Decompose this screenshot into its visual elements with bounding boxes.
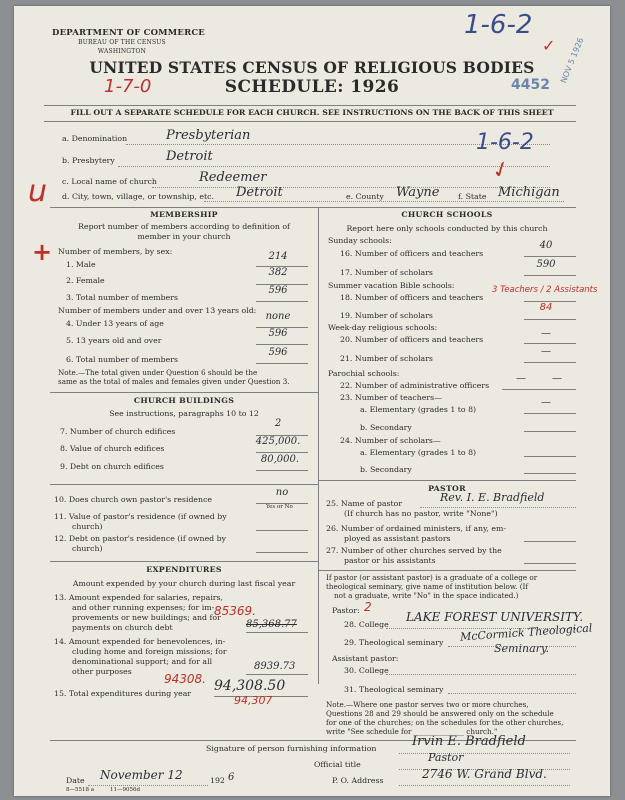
q21-label: 21. Number of scholars [340,354,433,363]
q23-label: 23. Number of teachers— [340,393,442,402]
date-label: Date [66,776,85,785]
answer-line [246,632,308,633]
q27-label-cont: pastor or his assistants [344,556,436,565]
q5-label: 5. 13 years old and over [66,336,162,345]
rule [44,105,576,106]
answer-line [256,452,308,453]
q19-label: 19. Number of scholars [340,311,433,320]
answer-line [256,552,308,553]
red-check-mark: ✓ [488,155,515,186]
city-label: d. City, town, village, or township, etc. [62,192,214,201]
membership-note-1: Note.—The total given under Question 6 should be the [58,368,258,377]
graduate-note-3: not a graduate, write "No" in the space indicated.) [334,591,519,600]
date-value: November 12 [100,768,183,782]
q2-value: 382 [268,267,288,278]
graduate-note-1: If pastor (or assistant pastor) is a graduate of a college or [326,573,538,582]
q16-label: 16. Number of officers and teachers [340,249,484,258]
q9-label: 9. Debt on church edifices [60,462,164,471]
q15-value: 94,308.50 [214,678,286,694]
q24b-label: b. Secondary [360,465,412,474]
expenditures-subheading: Amount expended by your church during last fiscal year [72,579,296,588]
stamp-number: 4452 [511,77,550,93]
fill-line [399,785,570,786]
state-value: Michigan [498,185,560,200]
q26-label: 26. Number of ordained ministers, if any, em- [326,524,506,533]
q4-value: none [265,311,291,322]
margin-plus: + [32,238,53,266]
rule [318,480,576,481]
q18-value: 3 Teachers / 2 Assistants [492,285,598,295]
margin-mark: u [28,174,48,209]
q1-value: 214 [268,251,288,262]
schools-heading: CHURCH SCHOOLS [401,210,493,219]
pastor-subheading: Pastor: [332,606,360,615]
q10-label: 10. Does church own pastor's residence [54,495,213,504]
fill-line [88,785,208,786]
form-number-2: 11—9056d [110,787,141,793]
buildings-heading: CHURCH BUILDINGS [133,396,235,405]
q16-value: 40 [539,240,553,251]
rule [44,121,576,122]
q14-label-2: cluding home and foreign missions; for [72,647,227,656]
q31-label: 31. Theological seminary [344,685,444,694]
denomination-label: a. Denomination [62,134,128,143]
date-year-digit: 6 [228,772,235,783]
q27-label: 27. Number of other churches served by the [326,546,502,555]
county-value: Wayne [396,185,440,200]
answer-line [256,301,308,302]
address-label: P. O. Address [332,776,384,785]
fill-line [448,646,576,647]
buildings-subheading: See instructions, paragraphs 10 to 12 [109,409,259,418]
answer-line [256,470,308,471]
fill-line [448,693,576,694]
q13-label-2: and other running expenses; for im- [72,603,215,612]
q13-red-value: 85369. [214,604,256,618]
q13-label-3: provements or new buildings; and for [72,613,221,622]
q22-value-2: — [552,373,562,384]
weekday-schools-heading: Week-day religious schools: [328,323,438,332]
answer-line [524,563,576,564]
q12-label: 12. Debt on pastor's residence (if owned by [54,534,227,543]
q13-label-1: 13. Amount expended for salaries, repairs, [54,593,224,602]
answer-line [524,256,576,257]
q8-label: 8. Value of church edifices [60,444,165,453]
signature-label: Signature of person furnishing information [206,744,377,753]
q11-label: 11. Value of pastor's residence (if owned by [54,512,227,521]
answer-line [246,674,308,675]
members-by-age-heading: Number of members under and over 13 years old: [58,306,257,315]
membership-heading: MEMBERSHIP [150,210,218,219]
address-value: 2746 W. Grand Blvd. [422,767,547,781]
q15-red-value: 94308. [164,672,206,686]
members-by-sex-heading: Number of members, by sex: [58,247,173,256]
city-value: Detroit [236,185,283,200]
side-code: 1-6-2 [476,130,534,155]
pastor-note-1: Note.—Where one pastor serves two or more churches, [326,700,529,709]
membership-intro-2: member in your church [137,232,231,241]
pastor-note-4: write "See schedule for ______________ church." [326,727,498,736]
q29-label: 29. Theological seminary [344,638,444,647]
presbytery-label: b. Presbytery [62,156,115,165]
answer-line [524,343,576,344]
fill-line [204,201,564,202]
q30-label: 30. College [344,666,389,675]
q10-hint: Yes or No [266,504,293,510]
form-number-1: 8—5518 a [66,787,95,793]
q14-label-4: other purposes [72,667,132,676]
summer-schools-heading: Summer vacation Bible schools: [328,281,455,290]
q14-value: 8939.73 [254,661,296,672]
bureau-name: BUREAU OF THE CENSUS [78,39,166,46]
rule [318,570,576,571]
q17-value: 590 [536,259,556,270]
q25-value: Rev. I. E. Bradfield [440,491,545,504]
answer-line [502,389,576,390]
q7-label: 7. Number of church edifices [60,427,176,436]
fill-line [152,187,550,188]
left-code: 1-7-0 [104,76,152,97]
q23a-value: — [541,397,551,408]
answer-line [524,319,576,320]
q29-value-1: McCormick Theological [459,621,593,644]
parochial-schools-heading: Parochial schools: [328,369,400,378]
county-label: e. County [346,192,384,201]
q25-label: 25. Name of pastor [326,499,403,508]
q24a-label: a. Elementary (grades 1 to 8) [360,448,477,457]
answer-line [524,275,576,276]
q23b-label: b. Secondary [360,423,412,432]
q14-label-3: denominational support; and for all [72,657,213,666]
top-code: 1-6-2 [464,10,533,40]
church-name-value: Redeemer [199,170,267,185]
q11-label-cont: church) [72,522,103,531]
answer-line [524,541,576,542]
expenditures-heading: EXPENDITURES [146,565,222,574]
rule [50,392,318,393]
q20-value: — [541,328,551,339]
q17-label: 17. Number of scholars [340,268,433,277]
pastor-note-2: Questions 28 and 29 should be answered only on the schedule [326,709,554,718]
q15-red-under: 94,307 [234,694,273,707]
q3-label: 3. Total number of members [66,293,179,302]
q13-label-4: payments on church debt [72,623,173,632]
fill-line [420,507,576,508]
signature-value: Irvin E. Bradfield [412,734,526,749]
q26-label-cont: ployed as assistant pastors [344,534,451,543]
department-header [52,28,205,56]
q18-label: 18. Number of officers and teachers [340,293,484,302]
answer-line [524,473,576,474]
state-label: f. State [458,192,487,201]
form-subtitle: SCHEDULE: 1926 [224,77,400,97]
pastor-heading: PASTOR [428,484,466,493]
rule [50,207,576,208]
form-title: UNITED STATES CENSUS OF RELIGIOUS BODIES [89,58,535,77]
q6-label: 6. Total number of members [66,355,179,364]
q3-value: 596 [268,285,288,296]
assistant-pastor-subheading: Assistant pastor: [332,654,399,663]
fill-line [118,166,550,167]
graduate-note-2: theological seminary, give name of institution below. (If [326,582,529,591]
date-year: 192 [210,776,225,785]
q22-label: 22. Number of administrative officers [340,381,490,390]
bureau-city: WASHINGTON [97,48,147,55]
q13-value: 85,368.77 [246,619,297,630]
q23a-label: a. Elementary (grades 1 to 8) [360,405,477,414]
answer-line [256,344,308,345]
fill-line [386,674,576,675]
q19-value: 84 [539,302,553,313]
department-name: DEPARTMENT OF COMMERCE [52,28,205,38]
answer-line [524,413,576,414]
stamp-date: NOV 5 1926 [559,36,586,85]
denomination-value: Presbyterian [166,128,251,143]
q5-value: 596 [268,328,288,339]
q15-label: 15. Total expenditures during year [54,689,192,698]
fill-line [399,753,570,754]
pastor-note-3: for one of the churches; on the schedules for the other churches, [326,718,564,727]
answer-line [524,456,576,457]
answer-line [524,362,576,363]
membership-intro-1: Report number of members according to definition of [78,222,290,231]
q25-hint: (If church has no pastor, write "None") [344,509,498,518]
q9-value: 80,000. [260,454,300,465]
q6-value: 596 [268,347,288,358]
presbytery-value: Detroit [166,149,213,164]
rule [50,561,318,562]
q29-value-2: Seminary. [494,642,550,655]
church-name-label: c. Local name of church [62,177,157,186]
sunday-schools-heading: Sunday schools: [328,236,392,245]
q8-value: 425,000. [255,436,301,447]
column-divider [318,207,319,684]
q12-label-cont: church) [72,544,103,553]
rule [50,484,318,485]
schools-intro: Report here only schools conducted by this church [346,224,548,233]
answer-line [256,363,308,364]
q2-label: 2. Female [66,276,105,285]
q28-value: LAKE FOREST UNIVERSITY. [406,610,584,624]
answer-line [524,431,576,432]
census-form-page [14,6,610,796]
q21-value: — [541,346,551,357]
q14-label-1: 14. Amount expended for benevolences, in- [54,637,226,646]
q4-label: 4. Under 13 years of age [66,319,164,328]
check-mark-top: ✓ [542,36,556,55]
q20-label: 20. Number of officers and teachers [340,335,484,344]
q28-label: 28. College [344,620,389,629]
pastor-red-mark: 2 [364,600,372,614]
answer-line [256,530,308,531]
q10-value: no [275,487,289,498]
q7-value: 2 [274,418,282,429]
membership-note-2: same as the total of males and females given under Question 3. [58,377,290,386]
q24-label: 24. Number of scholars— [340,436,441,445]
official-title-value: Pastor [428,751,464,764]
official-title-label: Official title [314,760,361,769]
q1-label: 1. Male [66,260,96,269]
q22-value: — [516,373,526,384]
instruction-line: FILL OUT A SEPARATE SCHEDULE FOR EACH CHURCH. SEE INSTRUCTIONS ON THE BACK OF THIS SHEET [70,108,554,117]
